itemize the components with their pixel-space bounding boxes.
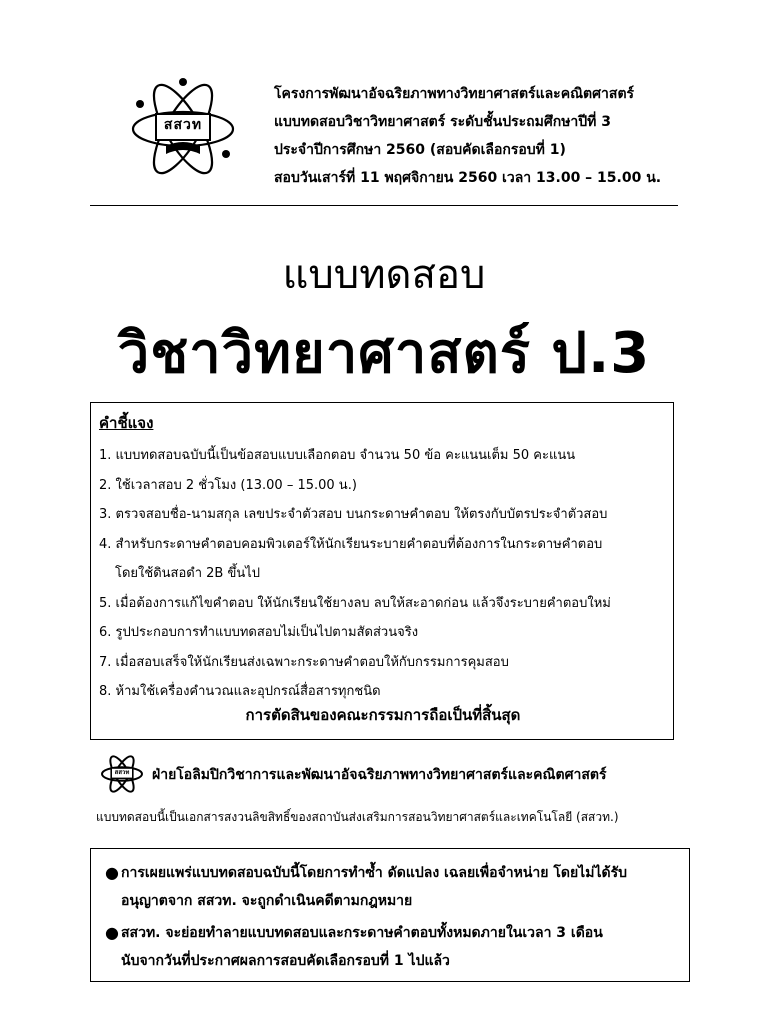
header-divider — [90, 205, 678, 206]
notice-item-1-line2: อนุญาตจาก สสวท. จะถูกดำเนินคดีตามกฎหมาย — [121, 893, 413, 909]
instruction-item-6: 6. รูปประกอบการทำแบบทดสอบไม่เป็นไปตามสัดส่วนจริง — [99, 625, 419, 640]
instruction-item-1: 1. แบบทดสอบฉบับนี้เป็นข้อสอบแบบเลือกตอบ จำนวน 50 ข้อ คะแนนเต็ม 50 คะแนน — [99, 448, 576, 463]
notice-item-1-line1: การเผยแพร่แบบทดสอบฉบับนี้โดยการทำซ้ำ ดัดแปลง เฉลยเพื่อจำหน่าย โดยไม่ได้รับ — [121, 865, 627, 881]
ipst-logo — [128, 74, 238, 184]
header-year-line: ประจำปีการศึกษา 2560 (สอบคัดเลือกรอบที่ 1) — [274, 142, 566, 158]
header-date-line: สอบวันเสาร์ที่ 11 พฤศจิกายน 2560 เวลา 13.00 – 15.00 น. — [274, 170, 662, 186]
instruction-item-2: 2. ใช้เวลาสอบ 2 ชั่วโมง (13.00 – 15.00 น.) — [99, 477, 357, 493]
instructions-final-note: การตัดสินของคณะกรรมการถือเป็นที่สิ้นสุด — [245, 706, 521, 724]
header-block — [274, 80, 744, 192]
instruction-item-7: 7. เมื่อสอบเสร็จให้นักเรียนส่งเฉพาะกระดาษคำตอบให้กับกรรมการคุมสอบ — [99, 654, 509, 670]
bullet-icon: ● — [105, 863, 119, 882]
notice-item-2 — [105, 919, 675, 975]
instructions-box — [90, 402, 674, 740]
notice-item-2-line1: สสวท. จะย่อยทำลายแบบทดสอบและกระดาษคำตอบทั้งหมดภายในเวลา 3 เดือน — [121, 925, 603, 941]
notice-item-2-line2: นับจากวันที่ประกาศผลการสอบคัดเลือกรอบที่ 1 ไปแล้ว — [121, 953, 450, 969]
instruction-item-8: 8. ห้ามใช้เครื่องคำนวณและอุปกรณ์สื่อสารทุกชนิด — [99, 684, 381, 699]
instructions-heading: คำชี้แจง — [99, 414, 154, 432]
instruction-item-4-text: 4. สำหรับกระดาษคำตอบคอมพิวเตอร์ให้นักเรียนระบายคำตอบที่ต้องการในกระดาษคำตอบ — [99, 536, 603, 552]
copyright-notice: แบบทดสอบนี้เป็นเอกสารสงวนลิขสิทธิ์ของสถาบันส่งเสริมการสอนวิทยาศาสตร์และเทคโนโลยี (สสวท.) — [96, 810, 619, 824]
header-exam-line: แบบทดสอบวิชาวิทยาศาสตร์ ระดับชั้นประถมศึกษาปีที่ 3 — [274, 114, 612, 130]
instruction-item-4-continuation: โดยใช้ดินสอดำ 2B ขึ้นไป — [115, 566, 261, 581]
instruction-item-3: 3. ตรวจสอบชื่อ-นามสกุล เลขประจำตัวสอบ บนกระดาษคำตอบ ให้ตรงกับบัตรประจำตัวสอบ — [99, 507, 608, 522]
logo-text: สสวท — [163, 117, 203, 133]
instruction-item-4 — [99, 530, 669, 589]
instruction-item-5: 5. เมื่อต้องการแก้ไขคำตอบ ให้นักเรียนใช้ยางลบ ลบให้สะอาดก่อน แล้วจึงระบายคำตอบใหม่ — [99, 595, 611, 611]
bullet-icon: ● — [105, 923, 119, 942]
notice-box — [90, 848, 690, 982]
department-name: ฝ่ายโอลิมปิกวิชาการและพัฒนาอัจฉริยภาพทางวิทยาศาสตร์และคณิตศาสตร์ — [152, 767, 607, 783]
notice-item-1 — [105, 859, 675, 915]
title-subject: วิชาวิทยาศาสตร์ ป.3 — [117, 321, 651, 386]
small-logo-text: สสวท — [114, 769, 130, 776]
title-exam: แบบทดสอบ — [282, 252, 486, 298]
header-project-line: โครงการพัฒนาอัจฉริยภาพทางวิทยาศาสตร์และคณิตศาสตร์ — [274, 86, 635, 102]
small-ipst-logo — [100, 752, 144, 796]
instructions-list — [99, 441, 669, 707]
